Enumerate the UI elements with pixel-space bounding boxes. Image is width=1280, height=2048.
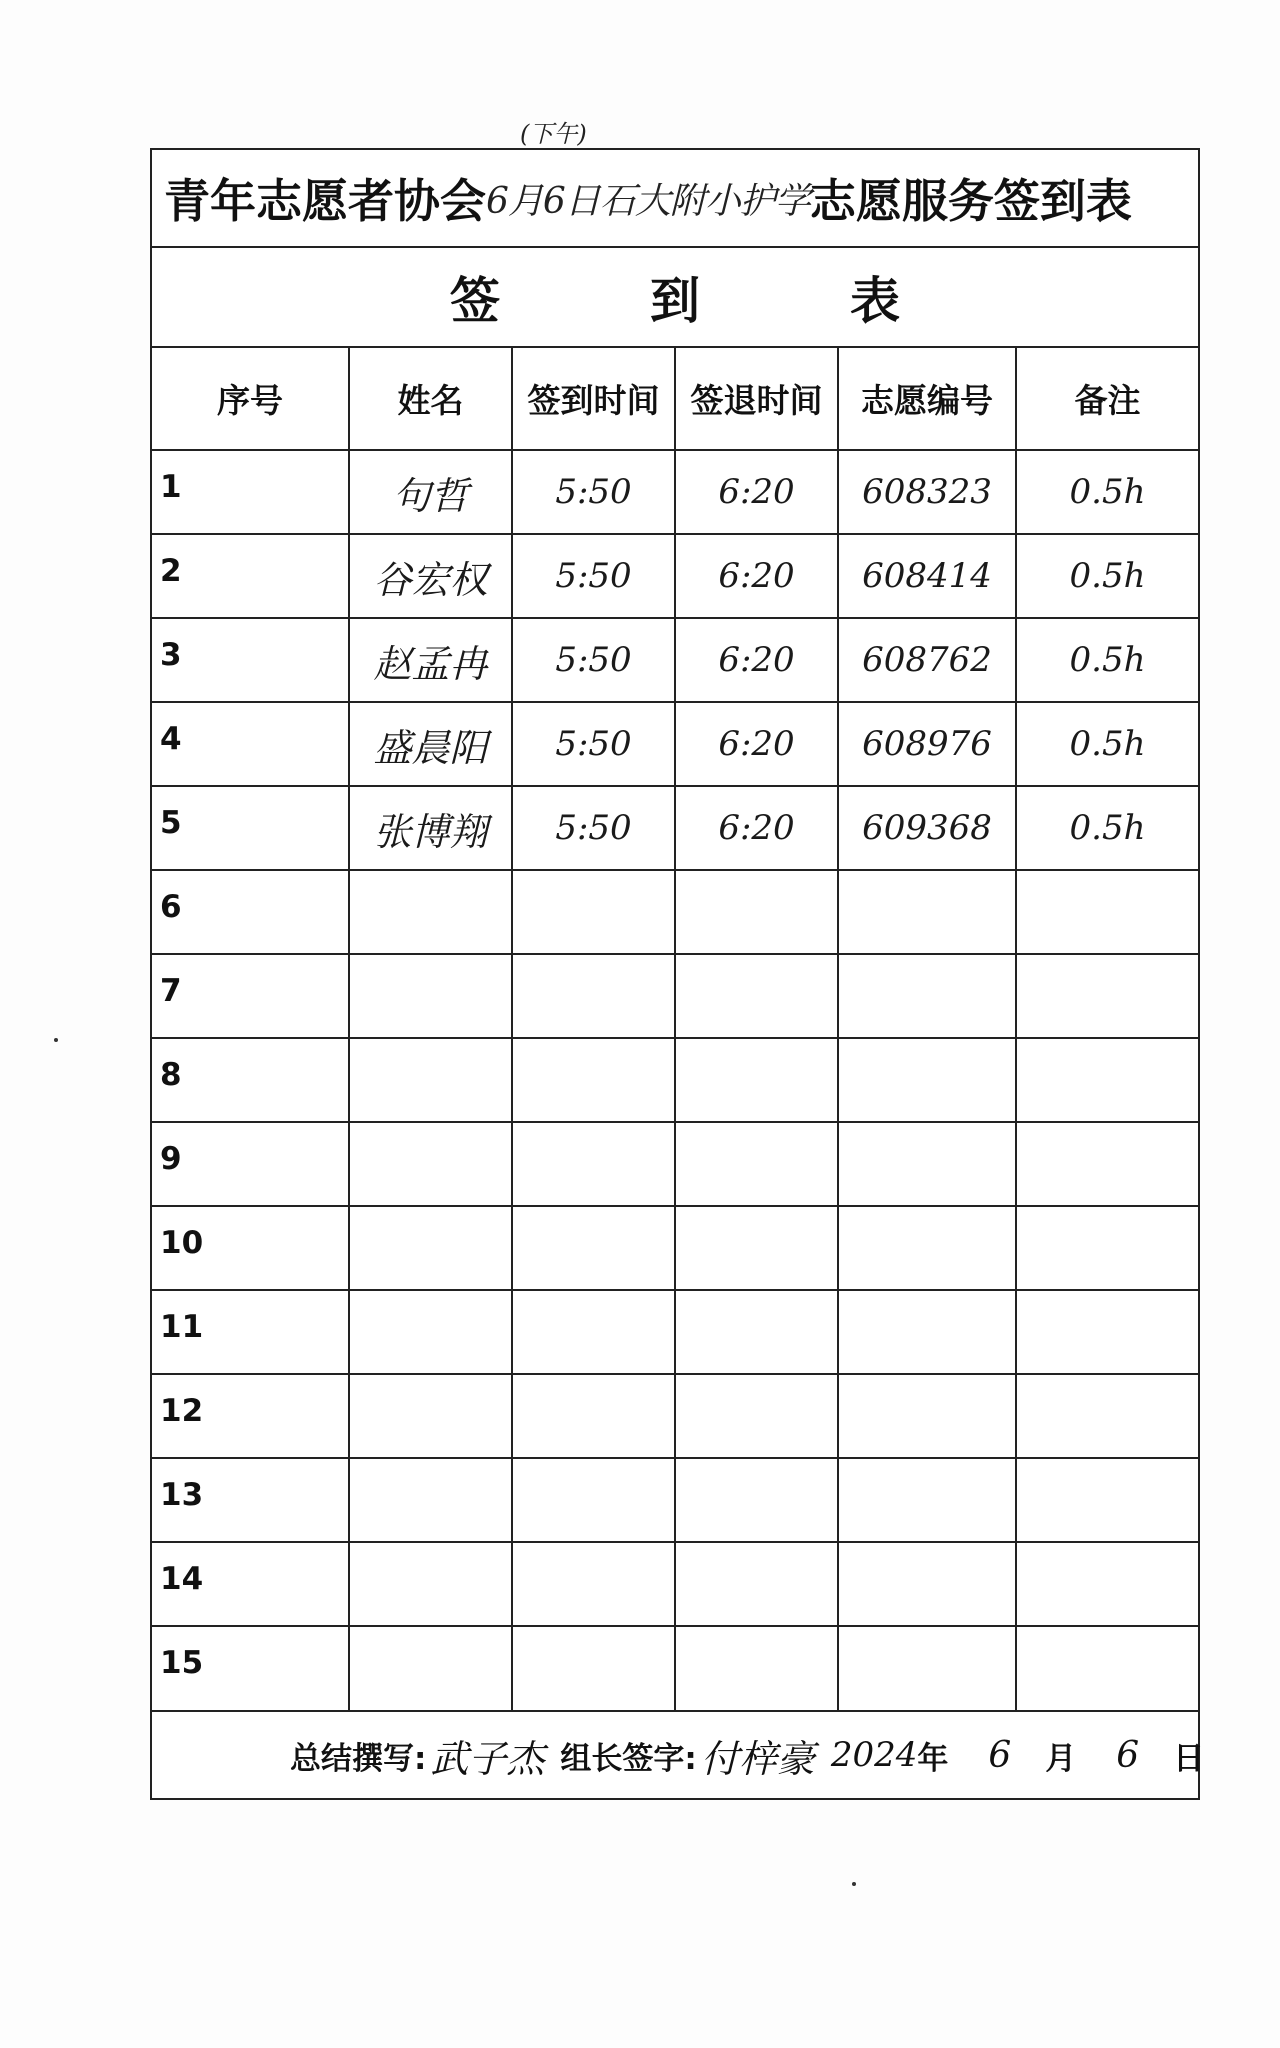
row-sign-out-time [675,1542,838,1626]
row-remarks [1016,1626,1198,1710]
row-remarks [1016,870,1198,954]
row-name: 谷宏权 [349,534,512,618]
attendance-table [152,348,1198,1710]
row-sign-out-time [675,954,838,1038]
row-remarks [1016,1458,1198,1542]
row-sign-in-time [512,1206,675,1290]
row-index: 8 [152,1038,349,1122]
row-sign-out-time [675,1038,838,1122]
table-row [152,534,1198,618]
row-index: 10 [152,1206,349,1290]
row-remarks: 0.5h [1016,534,1198,618]
header-volunteer-id: 志愿编号 [838,348,1016,450]
row-name [349,1626,512,1710]
row-index: 3 [152,618,349,702]
table-row [152,1290,1198,1374]
header-remarks: 备注 [1016,348,1198,450]
row-index: 14 [152,1542,349,1626]
table-row [152,1038,1198,1122]
row-name [349,1374,512,1458]
row-name: 盛晨阳 [349,702,512,786]
row-sign-out-time [675,1206,838,1290]
table-row [152,870,1198,954]
row-volunteer-id: 608414 [838,534,1016,618]
date-day: 6 [1116,1734,1140,1776]
leader-signature: 付梓豪 [700,1736,815,1781]
day-label: 日 [1173,1740,1205,1777]
row-sign-out-time [675,1626,838,1710]
row-sign-out-time: 6:20 [675,786,838,870]
title-suffix: 志愿服务签到表 [809,174,1132,228]
row-sign-in-time [512,954,675,1038]
row-name: 张博翔 [349,786,512,870]
row-sign-out-time [675,1290,838,1374]
table-header-row [152,348,1198,450]
row-remarks [1016,1206,1198,1290]
table-row [152,450,1198,534]
row-volunteer-id [838,1290,1016,1374]
header-name: 姓名 [349,348,512,450]
row-volunteer-id: 609368 [838,786,1016,870]
scan-speck [54,1038,58,1042]
row-volunteer-id [838,1458,1016,1542]
leader-label: 组长签字: [560,1740,697,1777]
row-name [349,1290,512,1374]
row-volunteer-id [838,1542,1016,1626]
row-sign-out-time: 6:20 [675,702,838,786]
row-sign-in-time [512,1626,675,1710]
row-remarks [1016,1290,1198,1374]
row-name: 赵孟冉 [349,618,512,702]
table-row [152,1206,1198,1290]
row-remarks [1016,954,1198,1038]
row-sign-in-time [512,1290,675,1374]
row-sign-in-time [512,870,675,954]
row-sign-in-time: 5:50 [512,786,675,870]
row-volunteer-id [838,1038,1016,1122]
row-volunteer-id: 608323 [838,450,1016,534]
title-annotation: (下午) [520,120,587,148]
row-sign-out-time [675,870,838,954]
row-sign-in-time [512,1458,675,1542]
row-name [349,1038,512,1122]
row-remarks [1016,1122,1198,1206]
table-row [152,702,1198,786]
title-prefix: 青年志愿者协会 [164,174,486,228]
row-sign-out-time: 6:20 [675,618,838,702]
row-volunteer-id [838,954,1016,1038]
row-index: 7 [152,954,349,1038]
row-sign-out-time [675,1374,838,1458]
table-row [152,786,1198,870]
sign-in-sheet [150,120,1205,1800]
scan-speck [852,1882,856,1886]
row-index: 12 [152,1374,349,1458]
row-name [349,1458,512,1542]
form-title [152,120,1198,248]
summary-signature: 武子杰 [430,1736,545,1781]
row-volunteer-id [838,870,1016,954]
date-month: 6 [988,1734,1012,1776]
row-index: 11 [152,1290,349,1374]
year-label: 年 [917,1740,949,1777]
row-volunteer-id [838,1122,1016,1206]
row-index: 15 [152,1626,349,1710]
row-sign-in-time: 5:50 [512,450,675,534]
row-name: 句哲 [349,450,512,534]
row-index: 9 [152,1122,349,1206]
row-sign-in-time: 5:50 [512,618,675,702]
row-index: 5 [152,786,349,870]
row-remarks [1016,1038,1198,1122]
form-subtitle: 签到表 [152,248,1198,348]
row-sign-out-time: 6:20 [675,534,838,618]
row-remarks: 0.5h [1016,702,1198,786]
row-remarks [1016,1542,1198,1626]
form-footer [152,1710,1205,1798]
table-row [152,1458,1198,1542]
row-remarks: 0.5h [1016,450,1198,534]
row-index: 2 [152,534,349,618]
row-volunteer-id [838,1374,1016,1458]
row-name [349,1542,512,1626]
row-remarks [1016,1374,1198,1458]
summary-label: 总结撰写: [290,1740,427,1777]
table-row [152,954,1198,1038]
row-sign-in-time: 5:50 [512,702,675,786]
row-sign-in-time [512,1542,675,1626]
table-row [152,1122,1198,1206]
table-row [152,618,1198,702]
row-sign-out-time [675,1458,838,1542]
row-sign-in-time: 5:50 [512,534,675,618]
row-name [349,1122,512,1206]
row-remarks: 0.5h [1016,618,1198,702]
row-volunteer-id [838,1206,1016,1290]
row-sign-out-time: 6:20 [675,450,838,534]
row-sign-in-time [512,1038,675,1122]
row-index: 6 [152,870,349,954]
row-name [349,954,512,1038]
title-handwritten-event: 6月6日石大附小护学 [486,180,810,222]
row-sign-in-time [512,1374,675,1458]
row-index: 13 [152,1458,349,1542]
table-row [152,1374,1198,1458]
row-sign-in-time [512,1122,675,1206]
row-index: 4 [152,702,349,786]
header-index: 序号 [152,348,349,450]
row-volunteer-id: 608976 [838,702,1016,786]
row-remarks: 0.5h [1016,786,1198,870]
header-sign-out-time: 签退时间 [675,348,838,450]
table-row [152,1626,1198,1710]
table-row [152,1542,1198,1626]
row-sign-out-time [675,1122,838,1206]
month-label: 月 [1045,1740,1077,1777]
row-name [349,870,512,954]
row-name [349,1206,512,1290]
row-index: 1 [152,450,349,534]
row-volunteer-id: 608762 [838,618,1016,702]
header-sign-in-time: 签到时间 [512,348,675,450]
date-year: 2024 [830,1735,918,1775]
row-volunteer-id [838,1626,1016,1710]
